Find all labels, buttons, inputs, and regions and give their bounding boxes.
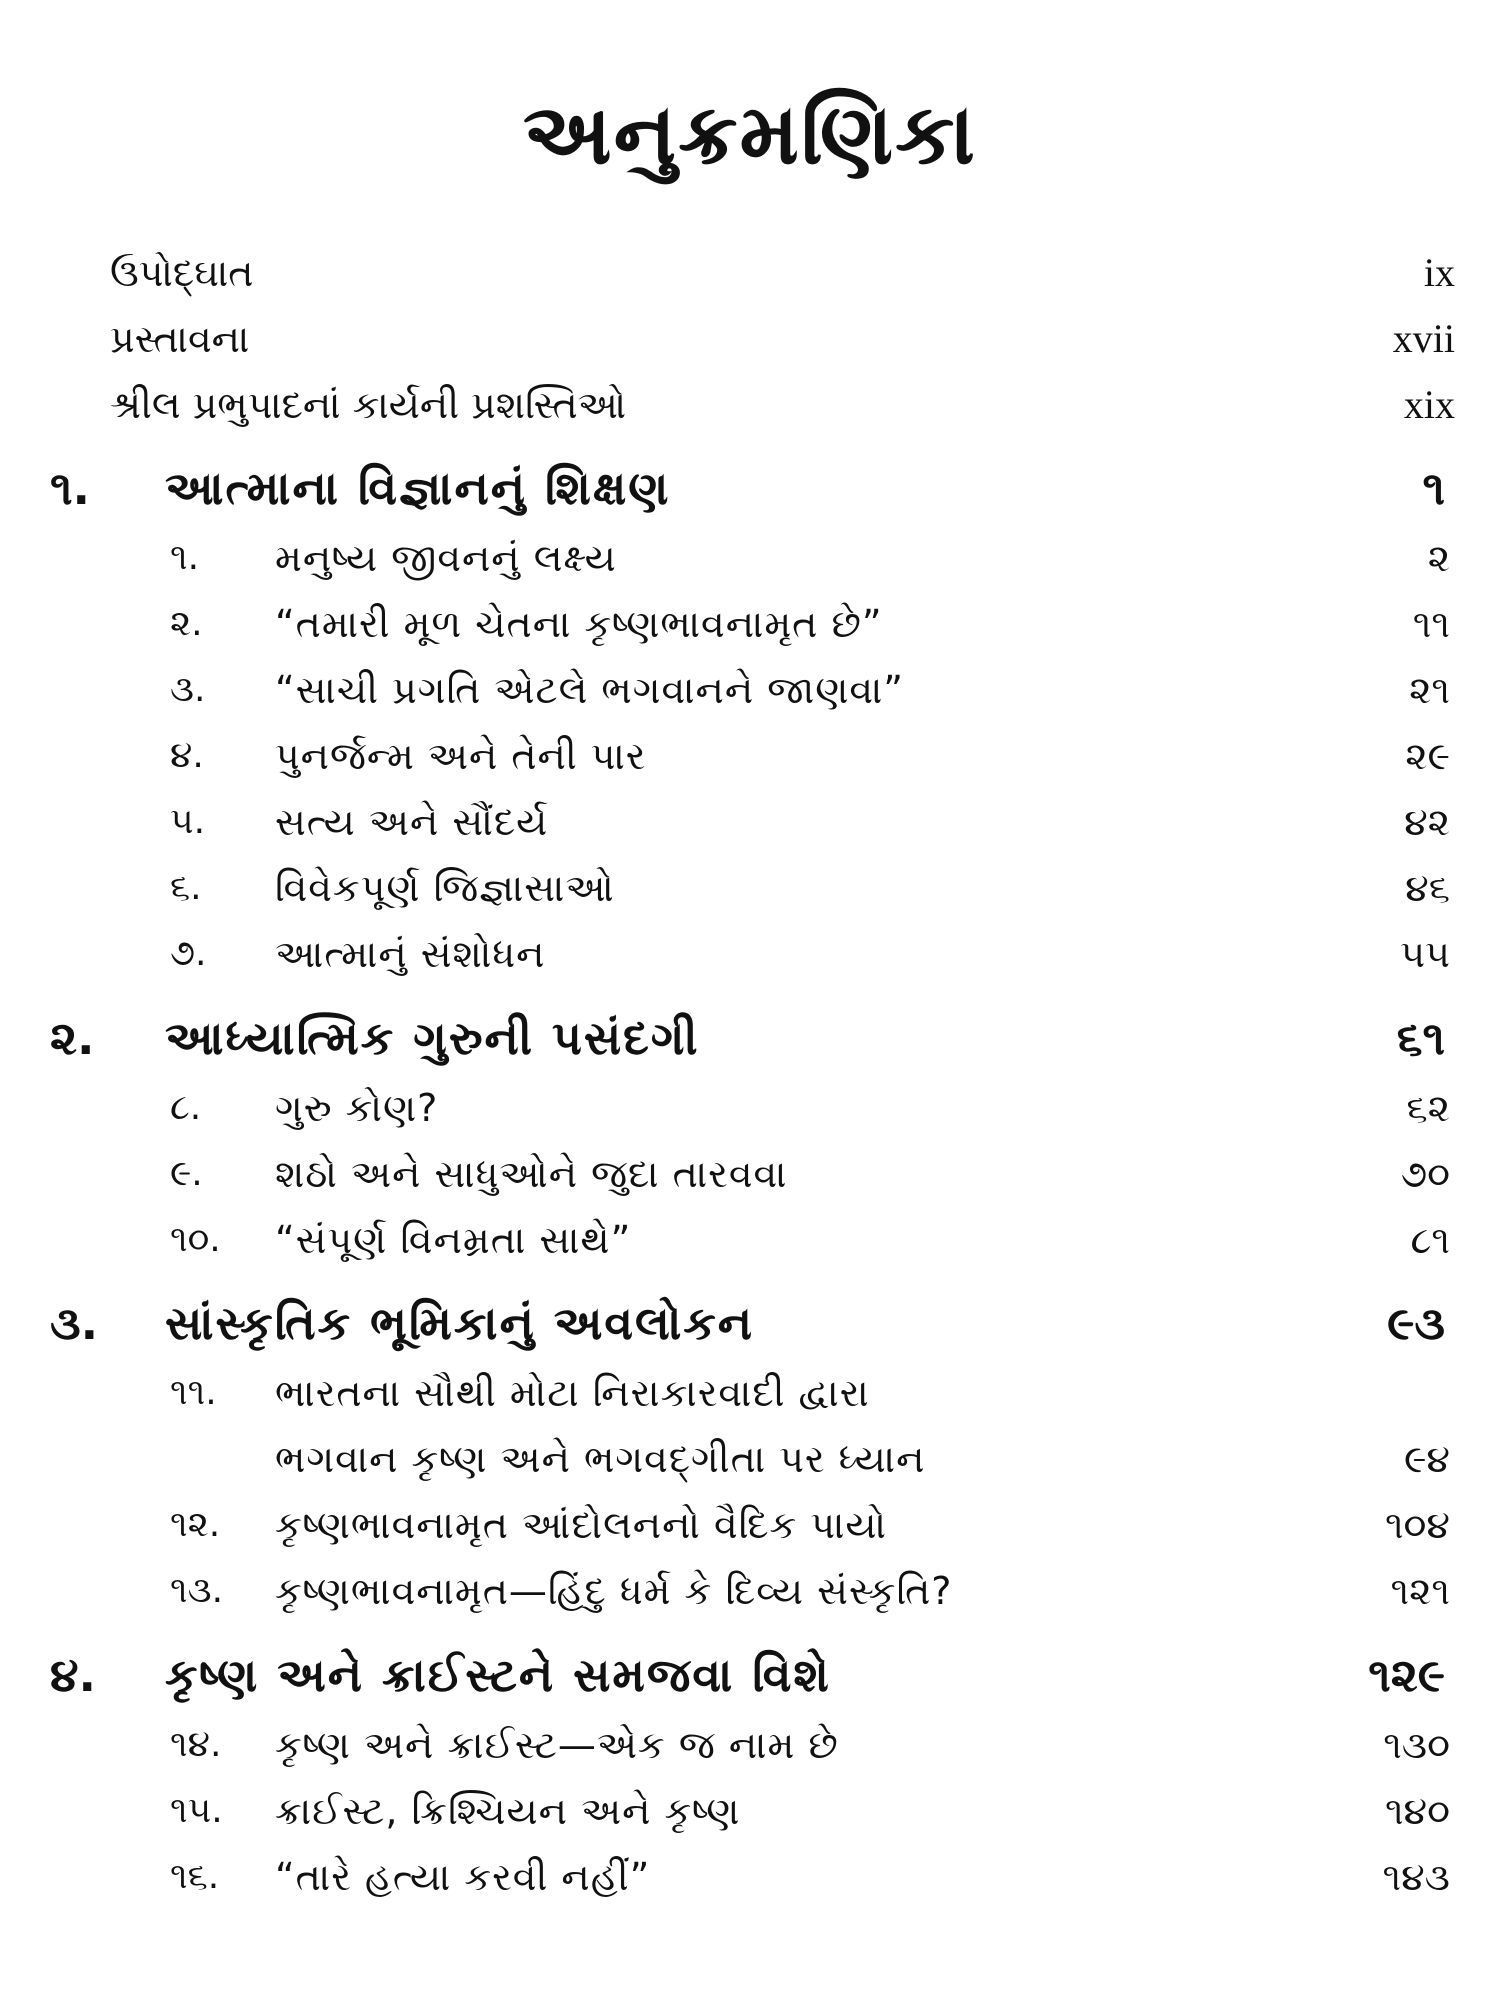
toc-chapter-1[interactable] xyxy=(0,525,1500,591)
chapter-number: ૯. xyxy=(170,1153,203,1194)
chapter-page: ૬૨ xyxy=(1406,1086,1450,1130)
chapter-page: ૮૧ xyxy=(1410,1218,1450,1262)
chapter-title: પુનર્જન્મ અને તેની પાર xyxy=(275,734,647,778)
part-title: આત્માના વિજ્ઞાનનું શિક્ષણ xyxy=(165,461,671,515)
chapter-page: ૭૦ xyxy=(1400,1152,1450,1196)
chapter-title: “સાચી પ્રગતિ એટલે ભગવાનને જાણવા” xyxy=(275,668,904,712)
toc-chapter-11-continued[interactable] xyxy=(0,1426,1500,1492)
toc-chapter-10[interactable] xyxy=(0,1207,1500,1273)
toc-chapter-7[interactable] xyxy=(0,921,1500,987)
chapter-title: કૃષ્ણભાવનામૃત આંદોલનનો વૈદિક પાયો xyxy=(275,1503,888,1547)
part-title: સાંસ્કૃતિક ભૂમિકાનું અવલોકન xyxy=(165,1296,755,1350)
toc-chapter-11[interactable] xyxy=(0,1360,1500,1426)
chapter-number: ૧૬. xyxy=(170,1856,220,1897)
chapter-title: ભારતના સૌથી મોટા નિરાકારવાદી દ્વારા xyxy=(275,1371,870,1415)
chapter-page: ૫૫ xyxy=(1400,932,1450,976)
chapter-title: શઠો અને સાધુઓને જુદા તારવવા xyxy=(275,1152,788,1196)
toc-part-4[interactable] xyxy=(0,1642,1500,1708)
toc-chapter-15[interactable] xyxy=(0,1778,1500,1844)
chapter-page: ૧૧ xyxy=(1412,602,1450,646)
chapter-number: ૧. xyxy=(170,537,200,578)
toc-chapter-6[interactable] xyxy=(0,855,1500,921)
chapter-page: ૧૪૩ xyxy=(1382,1855,1450,1899)
toc-chapter-13[interactable] xyxy=(0,1558,1500,1624)
part-title: આધ્યાત્મિક ગુરુની પસંદગી xyxy=(165,1011,700,1065)
part-page: ૬૧ xyxy=(1396,1011,1445,1065)
toc-chapter-5[interactable] xyxy=(0,789,1500,855)
entry-title: શ્રીલ પ્રભુપાદનાં કાર્યની પ્રશસ્તિઓ xyxy=(110,383,627,427)
entry-page: xix xyxy=(1403,382,1455,427)
toc-part-2[interactable] xyxy=(0,1005,1500,1071)
entry-page: xvii xyxy=(1392,316,1455,361)
chapter-page: ૧૨૧ xyxy=(1390,1569,1450,1613)
chapter-page: ૨ xyxy=(1427,536,1450,580)
toc-chapter-4[interactable] xyxy=(0,723,1500,789)
chapter-page: ૯૪ xyxy=(1403,1437,1450,1481)
chapter-title: આત્માનું સંશોધન xyxy=(275,932,546,976)
entry-title: ઉપોદ્ઘાત xyxy=(110,251,254,295)
chapter-number: ૨. xyxy=(170,603,203,644)
chapter-title: મનુષ્ય જીવનનું લક્ષ્ય xyxy=(275,536,617,580)
toc-entry-preface[interactable] xyxy=(0,306,1500,372)
entry-page: ix xyxy=(1423,250,1455,295)
part-number: ૪. xyxy=(50,1648,96,1702)
chapter-number: ૧૧. xyxy=(170,1372,217,1413)
toc-chapter-12[interactable] xyxy=(0,1492,1500,1558)
chapter-number: ૧૫. xyxy=(170,1790,223,1831)
chapter-page: ૨૧ xyxy=(1409,668,1450,712)
chapter-title: ક્રાઈસ્ટ, ક્રિશ્ચિયન અને કૃષ્ણ xyxy=(275,1789,741,1833)
chapter-number: ૫. xyxy=(170,801,206,842)
chapter-title: ગુરુ કોણ? xyxy=(275,1086,439,1130)
toc-chapter-16[interactable] xyxy=(0,1844,1500,1910)
chapter-title: કૃષ્ણભાવનામૃત—હિંદુ ધર્મ કે દિવ્ય સંસ્કૃતિ? xyxy=(275,1569,953,1613)
toc-part-3[interactable] xyxy=(0,1290,1500,1356)
chapter-number: ૧૨. xyxy=(170,1504,221,1545)
chapter-page: ૧૦૪ xyxy=(1384,1503,1450,1547)
chapter-page: ૪૨ xyxy=(1404,800,1450,844)
toc-entry-foreword[interactable] xyxy=(0,240,1500,306)
chapter-page: ૪૬ xyxy=(1405,866,1450,910)
part-number: ૩. xyxy=(50,1296,99,1350)
toc-chapter-8[interactable] xyxy=(0,1075,1500,1141)
chapter-title: “સંપૂર્ણ વિનમ્રતા સાથે” xyxy=(275,1218,632,1262)
chapter-title: “તમારી મૂળ ચેતના કૃષ્ણભાવનામૃત છે” xyxy=(275,602,883,646)
chapter-page: ૨૯ xyxy=(1405,734,1450,778)
part-number: ૧. xyxy=(50,461,91,515)
part-page: ૧ xyxy=(1422,461,1445,515)
toc-chapter-9[interactable] xyxy=(0,1141,1500,1207)
chapter-number: ૪. xyxy=(170,735,204,776)
part-number: ૨. xyxy=(50,1011,95,1065)
part-page: ૯૩ xyxy=(1387,1296,1445,1350)
page-title: અનુક્રમણિકા xyxy=(523,85,977,183)
part-title: કૃષ્ણ અને ક્રાઈસ્ટને સમજવા વિશે xyxy=(165,1648,831,1702)
chapter-page: ૧૩૦ xyxy=(1383,1723,1450,1767)
chapter-page: ૧૪૦ xyxy=(1384,1789,1450,1833)
chapter-number: ૬. xyxy=(170,867,202,908)
chapter-title: વિવેકપૂર્ણ જિજ્ઞાસાઓ xyxy=(275,866,615,910)
part-page: ૧૨૯ xyxy=(1368,1648,1445,1702)
chapter-number: ૩. xyxy=(170,669,206,710)
toc-chapter-2[interactable] xyxy=(0,591,1500,657)
chapter-number: ૭. xyxy=(170,933,207,974)
toc-entry-tributes[interactable] xyxy=(0,372,1500,438)
chapter-number: ૮. xyxy=(170,1087,202,1128)
chapter-title: કૃષ્ણ અને ક્રાઈસ્ટ—એક જ નામ છે xyxy=(275,1723,839,1767)
chapter-title: સત્ય અને સૌંદર્ય xyxy=(275,800,549,844)
chapter-number: ૧૪. xyxy=(170,1724,222,1765)
entry-title: પ્રસ્તાવના xyxy=(110,317,250,361)
toc-chapter-14[interactable] xyxy=(0,1712,1500,1778)
toc-chapter-3[interactable] xyxy=(0,657,1500,723)
chapter-number: ૧૩. xyxy=(170,1570,224,1611)
toc-part-1[interactable] xyxy=(0,455,1500,521)
chapter-title: “તારે હત્યા કરવી નહીં” xyxy=(275,1855,651,1899)
chapter-number: ૧૦. xyxy=(170,1219,221,1260)
chapter-title-continued: ભગવાન કૃષ્ણ અને ભગવદ્ગીતા પર ધ્યાન xyxy=(275,1437,926,1481)
